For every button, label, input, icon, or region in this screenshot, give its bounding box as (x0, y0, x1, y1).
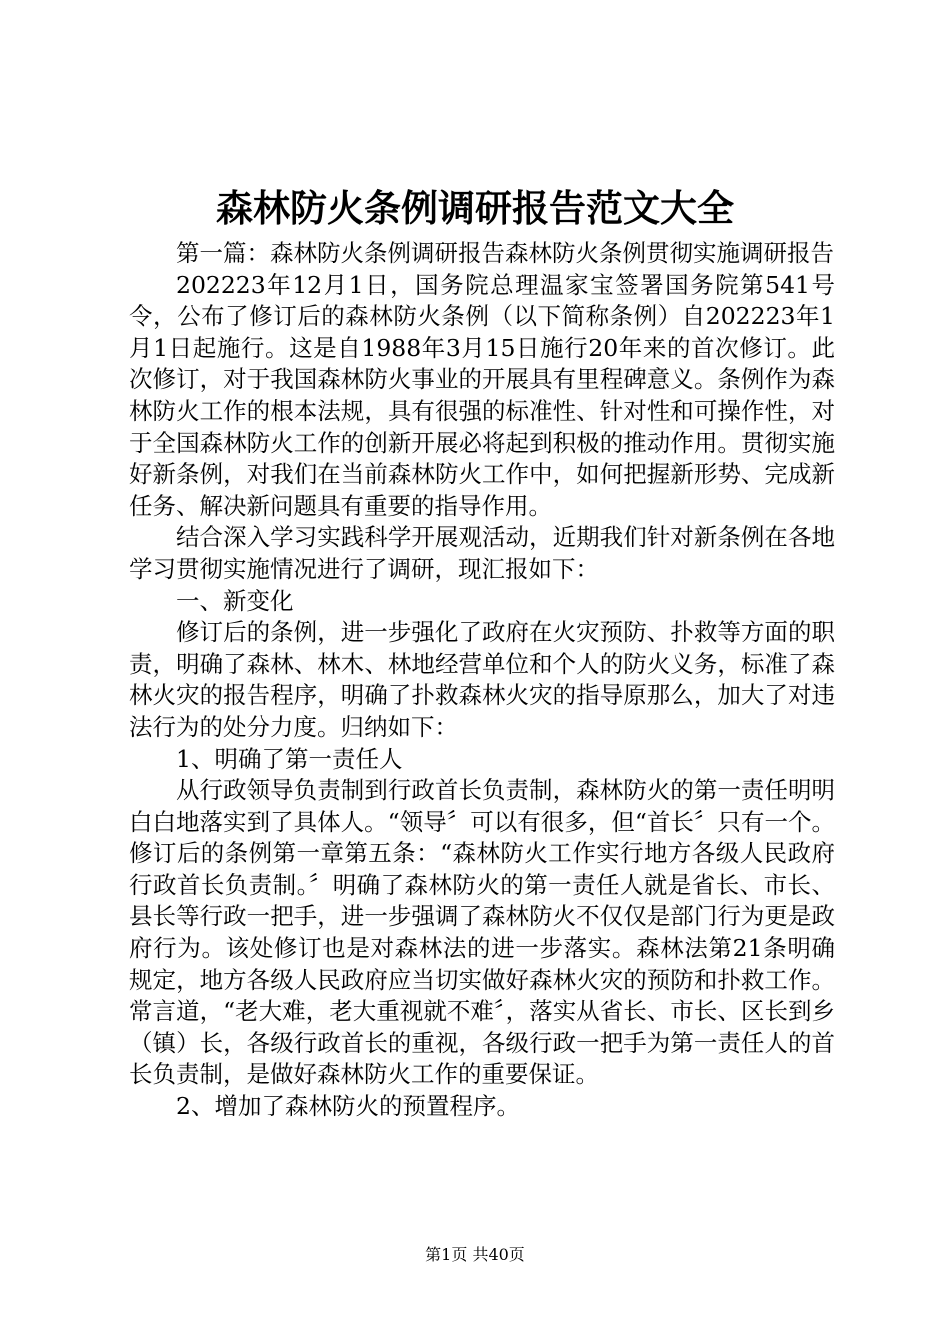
paragraph-intro: 202223年12月1日，国务院总理温家宝签署国务院第541号令，公布了修订后的森林防火条例（以下简称条例）自202223年1月1日起施行。这是自1988年3月15日施行20年来的首次修订。此次修订，对于我国森林防火事业的开展具有里程碑意义。条例作为森林防火工作的根本法规，具有很强的标准性、针对性和可操作性，对于全国森林防火工作的创新开展必将起到积极的推动作用。贯彻实施好新条例，对我们在当前森林防火工作中，如何把握新形势、完成新任务、解决新问题具有重要的指导作用。 (129, 270, 835, 520)
paragraph-investigation: 结合深入学习实践科学开展观活动，近期我们针对新条例在各地学习贯彻实施情况进行了调研，现汇报如下： (129, 523, 835, 583)
page-footer: 第1页 共40页 (425, 1245, 525, 1264)
document-title: 森林防火条例调研报告范文大全 (216, 186, 734, 230)
paragraph-first-responsible: 从行政领导负责制到行政首长负责制，森林防火的第一责任明明白白地落实到了具体人。“领导〞可以有很多，但“首长〞只有一个。修订后的条例第一章第五条：“森林防火工作实行地方各级人民政府行政首长负责制。〞明确了森林防火的第一责任人就是省长、市长、县长等行政一把手，进一步强调了森林防火不仅仅是部门行为更是政府行为。该处修订也是对森林法的进一步落实。森林法第21条明确规定，地方各级人民政府应当切实做好森林火灾的预防和扑救工作。常言道，“老大难，老大重视就不难〞，落实从省长、市长、区长到乡（镇）长，各级行政首长的重视，各级行政一把手为第一责任人的首长负责制，是做好森林防火工作的重要保证。 (129, 776, 835, 1089)
subheading-preset-procedure: 2、增加了森林防火的预置程序。 (176, 1092, 520, 1121)
paragraph-summary: 修订后的条例，进一步强化了政府在火灾预防、扑救等方面的职责，明确了森林、林木、林地经营单位和个人的防火义务，标准了森林火灾的报告程序，明确了扑救森林火灾的指导原那么，加大了对违法行为的处分力度。归纳如下： (129, 618, 835, 741)
subheading-first-responsible: 1、明确了第一责任人 (176, 744, 403, 773)
section-heading-new-changes: 一、新变化 (176, 586, 294, 615)
document-body (129, 238, 835, 1123)
paragraph-heading-part-one: 第一篇：森林防火条例调研报告森林防火条例贯彻实施调研报告 (176, 239, 834, 267)
